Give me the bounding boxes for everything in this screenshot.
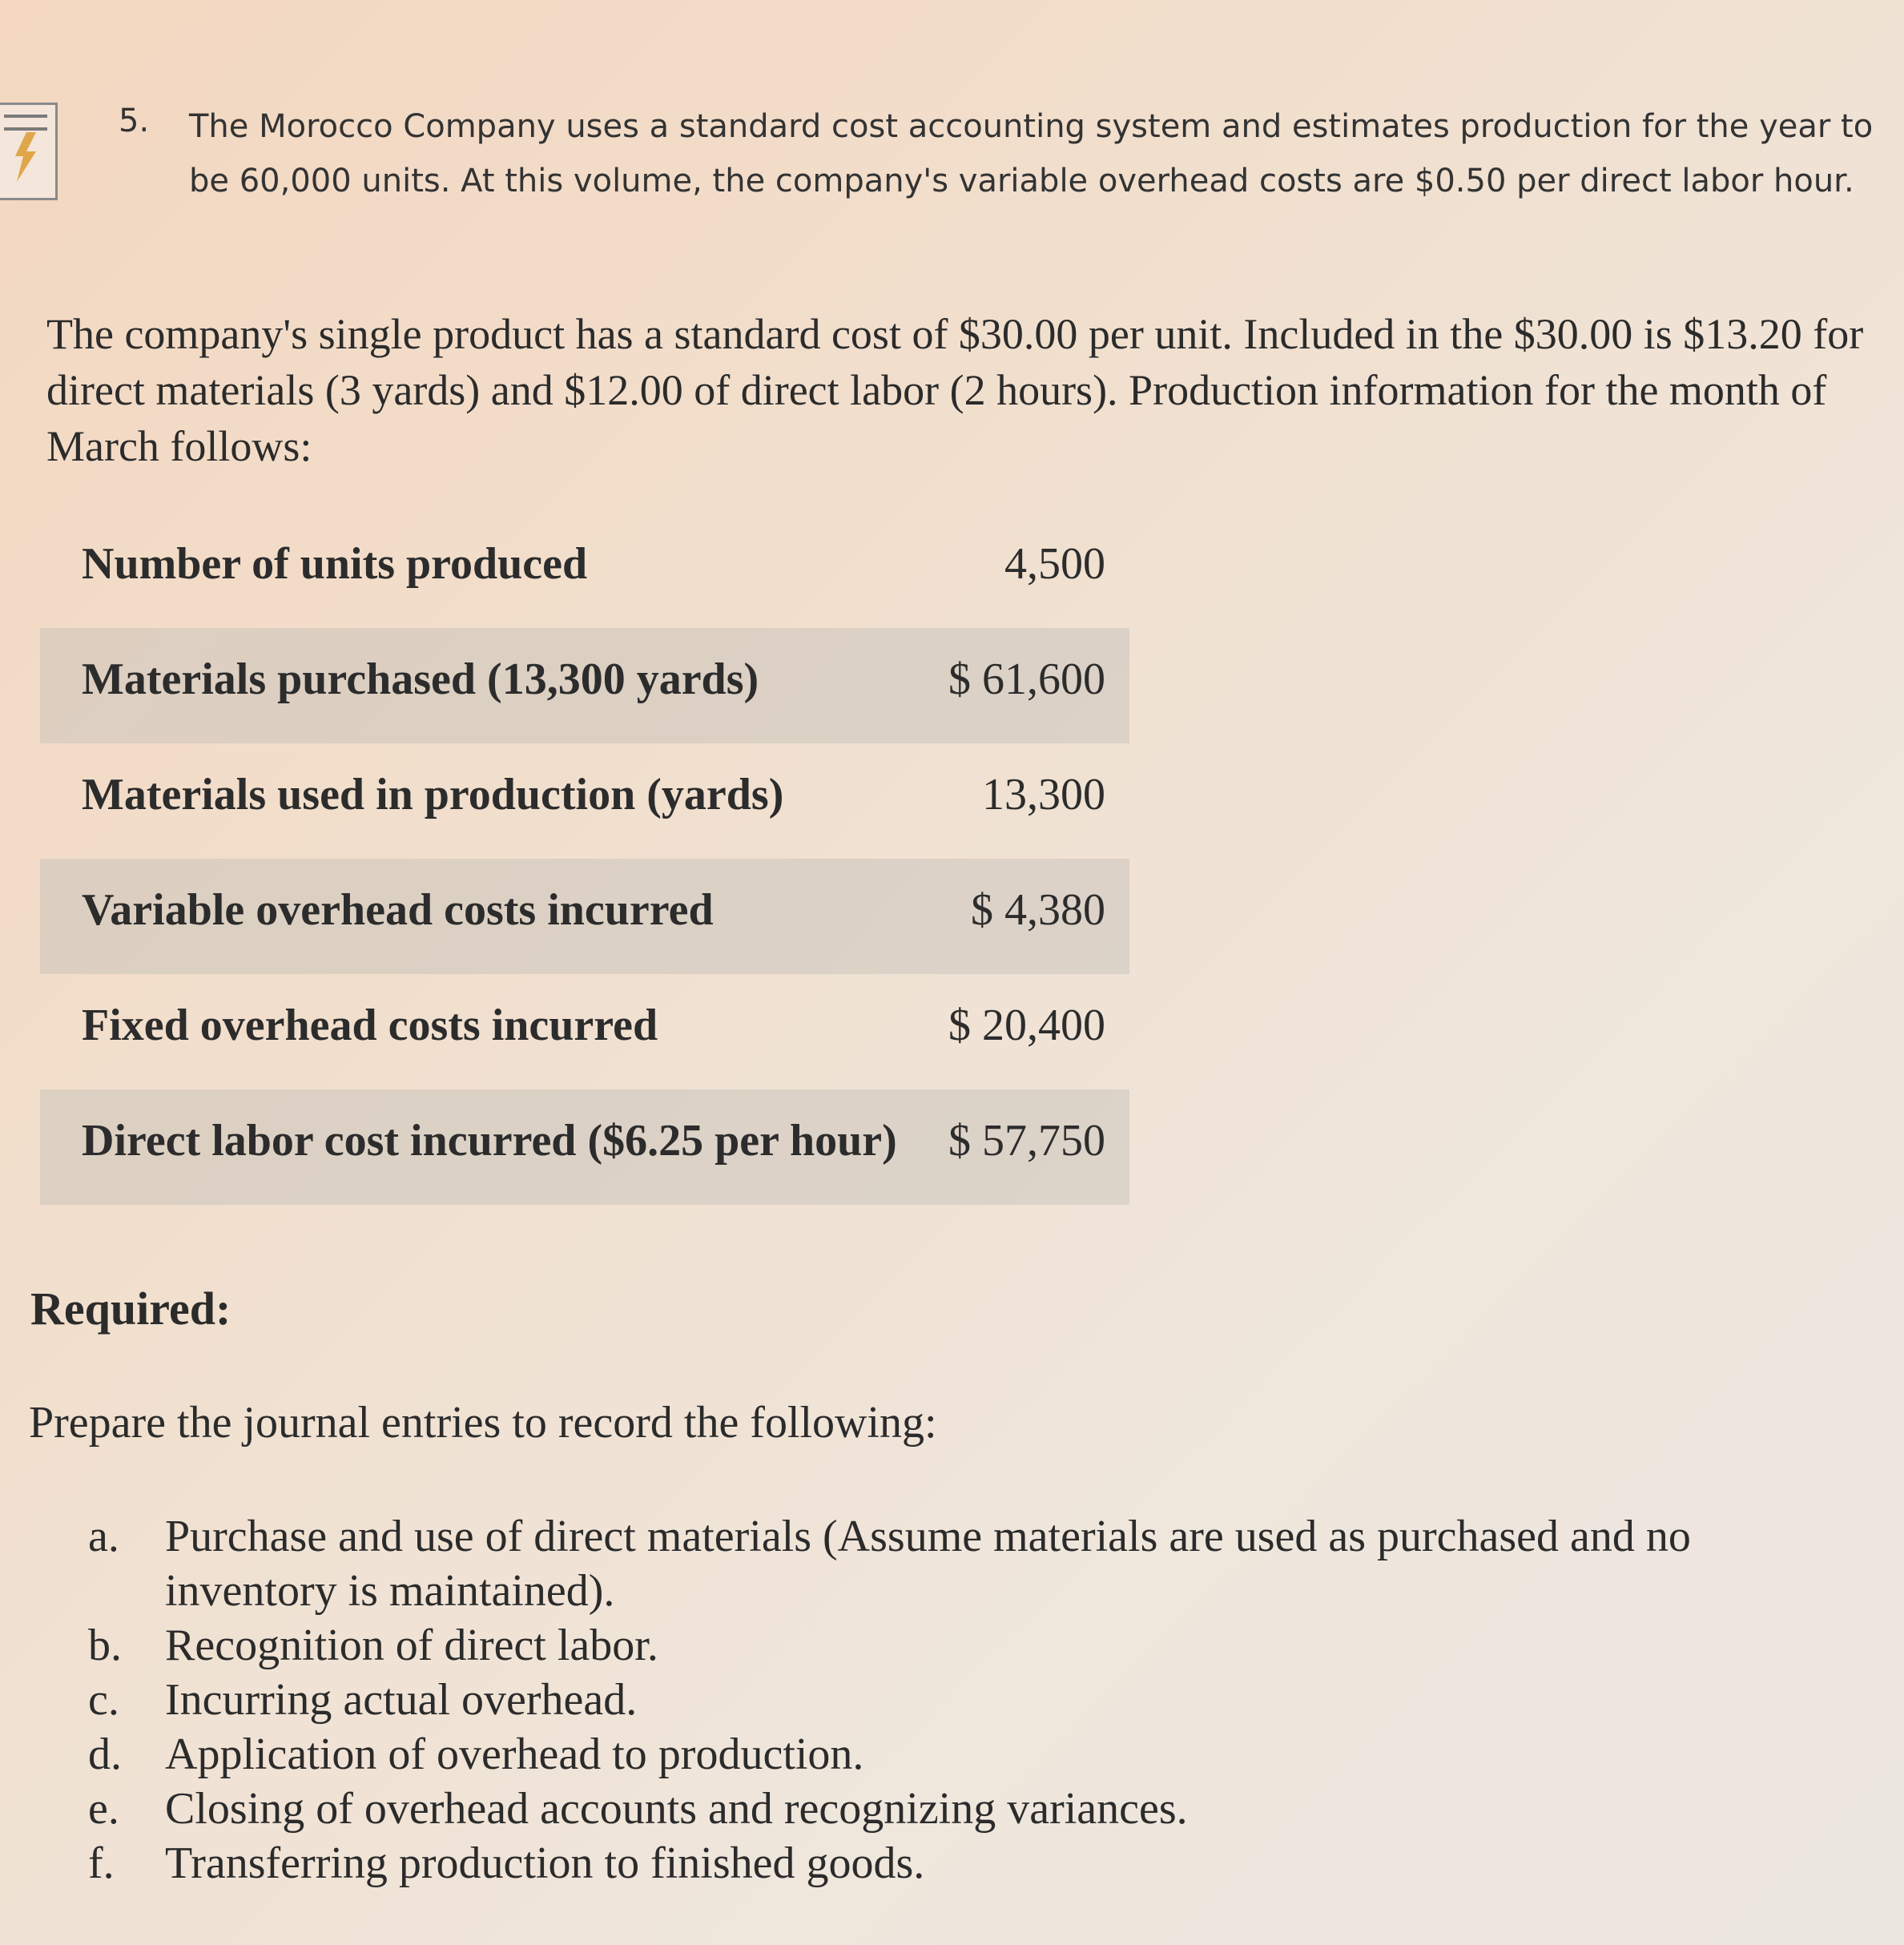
row-value: $ 20,400 bbox=[948, 1001, 1105, 1050]
row-value: $ 4,380 bbox=[971, 885, 1105, 935]
row-value: 4,500 bbox=[1004, 539, 1105, 589]
item-text: Transferring production to finished goods. bbox=[165, 1838, 925, 1888]
flag-icon-glyph bbox=[0, 105, 55, 198]
item-letter: e. bbox=[88, 1784, 119, 1834]
row-label: Materials used in production (yards) bbox=[82, 770, 784, 819]
item-text: Recognition of direct labor. bbox=[165, 1621, 658, 1670]
item-text: Purchase and use of direct materials (Assume materials are used as purchased and no inventory is maintained). bbox=[165, 1512, 1691, 1616]
list-item bbox=[88, 1782, 1850, 1836]
item-letter: a. bbox=[88, 1512, 119, 1561]
item-text: Incurring actual overhead. bbox=[165, 1675, 638, 1725]
item-text: Application of overhead to production. bbox=[165, 1730, 864, 1779]
table-row bbox=[40, 859, 1129, 974]
problem-paragraph: The company's single product has a standard cost of $30.00 per unit. Included in the $30.00 is $13.20 for direct materials (3 yards) and $12.00 of direct labor (2 hours). Production information for the month of March follows: bbox=[46, 310, 1864, 470]
question-number: 5. bbox=[119, 103, 150, 139]
table-row bbox=[40, 628, 1129, 743]
row-value: $ 57,750 bbox=[948, 1116, 1105, 1166]
required-heading: Required: bbox=[30, 1283, 231, 1335]
row-label: Materials purchased (13,300 yards) bbox=[82, 654, 759, 704]
production-data-table bbox=[40, 513, 1129, 1205]
list-item bbox=[88, 1509, 1850, 1618]
table-row bbox=[40, 513, 1129, 628]
row-label: Variable overhead costs incurred bbox=[82, 885, 714, 935]
item-letter: d. bbox=[88, 1730, 122, 1779]
list-item bbox=[88, 1673, 1850, 1727]
row-value: 13,300 bbox=[982, 770, 1105, 819]
list-item bbox=[88, 1836, 1850, 1891]
question-intro: The Morocco Company uses a standard cost accounting system and estimates production for the year to be 60,000 units. At this volume, the company's variable overhead costs are $0.50 per direct labor hour. bbox=[189, 108, 1874, 199]
item-letter: c. bbox=[88, 1675, 119, 1725]
table-row bbox=[40, 974, 1129, 1089]
row-label: Fixed overhead costs incurred bbox=[82, 1001, 658, 1050]
item-text: Closing of overhead accounts and recognizing variances. bbox=[165, 1784, 1188, 1834]
row-label: Direct labor cost incurred ($6.25 per hour) bbox=[82, 1116, 897, 1166]
row-label: Number of units produced bbox=[82, 539, 588, 589]
requirements-list bbox=[88, 1509, 1850, 1891]
table-row bbox=[40, 1089, 1129, 1205]
list-item bbox=[88, 1618, 1850, 1673]
item-letter: b. bbox=[88, 1621, 122, 1670]
instruction-text: Prepare the journal entries to record the following: bbox=[29, 1398, 937, 1448]
table-row bbox=[40, 743, 1129, 859]
flag-icon[interactable] bbox=[0, 103, 58, 200]
row-value: $ 61,600 bbox=[948, 654, 1105, 704]
item-letter: f. bbox=[88, 1838, 115, 1888]
list-item bbox=[88, 1727, 1850, 1782]
